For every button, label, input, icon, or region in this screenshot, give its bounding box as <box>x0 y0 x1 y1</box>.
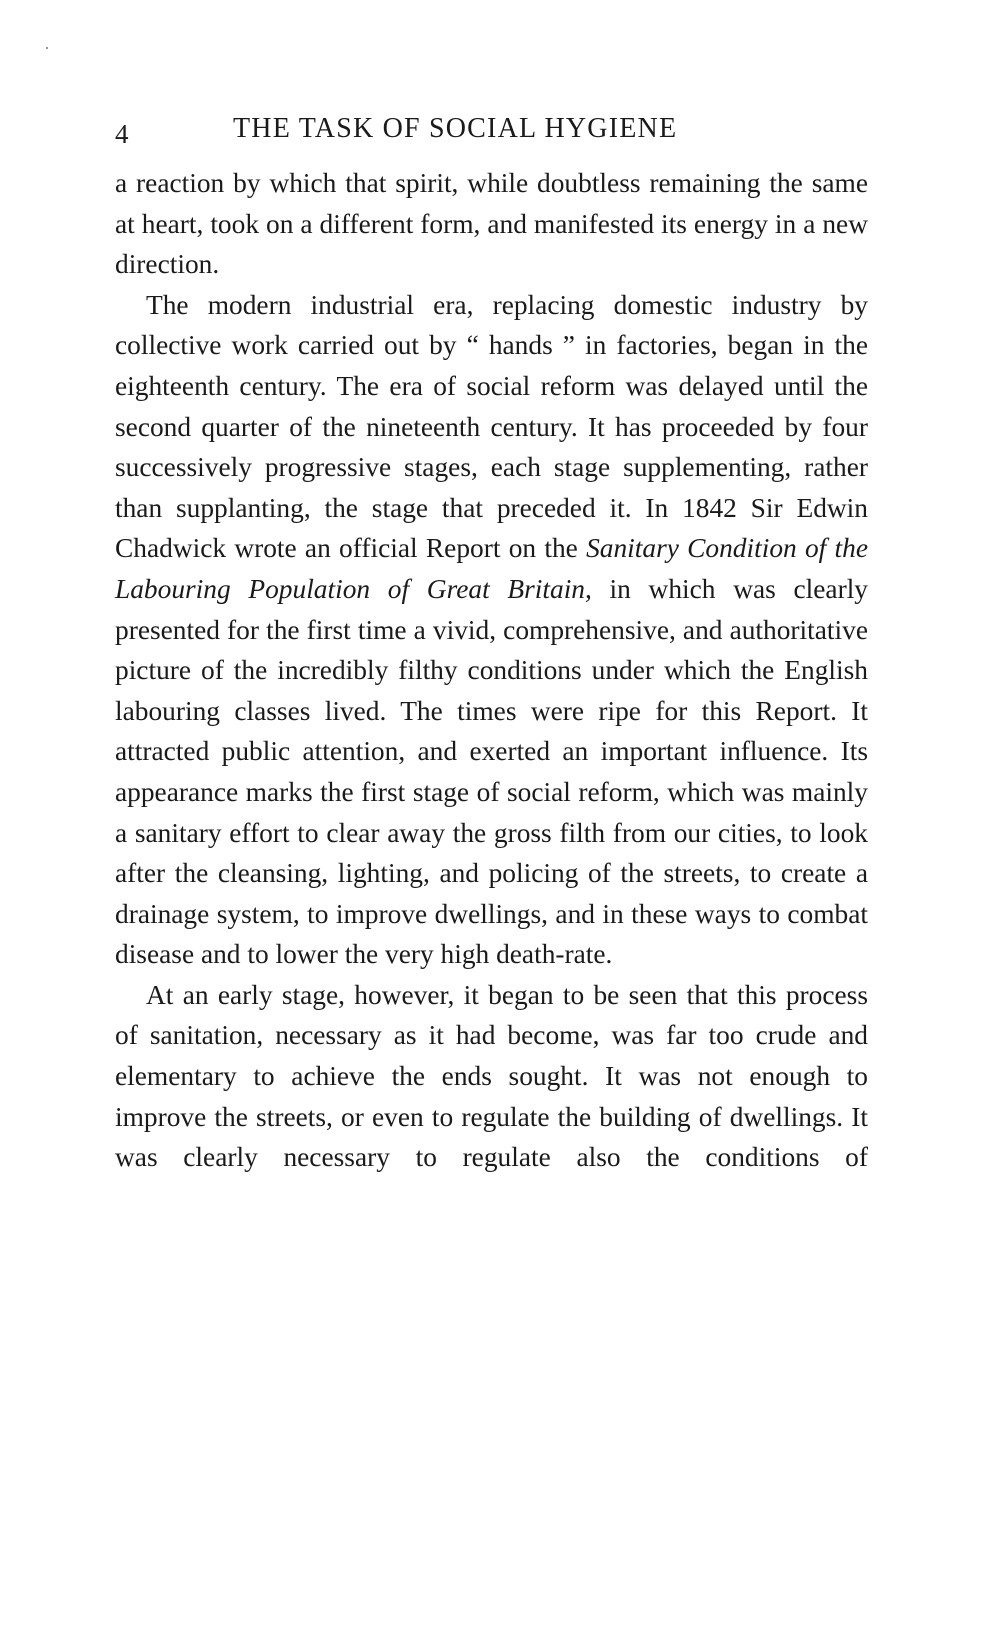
page-number: 4 <box>115 119 129 149</box>
paragraph-continued: a reaction by which that spirit, while doubtless remaining the same at heart, took on a different form, and manifested its energy in a new direction. <box>115 168 868 280</box>
scan-speck <box>46 47 48 49</box>
paragraph-industrial-era <box>115 285 868 975</box>
page-header <box>115 113 870 153</box>
paragraph-sanitation: At an early stage, however, it began to be seen that this process of sanitation, necessary as it had become, was far too crude and elementary to achieve the ends sought. It was not enough to improve the streets, or even to regulate the building of dwellings. It was clearly necessary to regulate also the conditions of <box>115 979 868 1173</box>
report-title: Sanitary Condition of the Labouring Population of Great Britain, <box>115 533 868 604</box>
paragraph-text-before-title: The modern industrial era, replacing domestic industry by collective work carried out by “ hands ” in factories, began in the eighteenth century. The era of social reform was delayed until the second quarter of the nineteenth century. It has proceeded by four successively progressive stages, each stage supplementing, rather than supplanting, the stage that preceded it. In 1842 Sir Edwin Chadwick wrote an official Report on the <box>115 289 868 564</box>
running-head: THE TASK OF SOCIAL HYGIENE <box>233 113 678 144</box>
paragraph-text-after-title: in which was clearly presented for the first time a vivid, comprehensive, and authoritative picture of the incredibly filthy conditions under which the English labouring classes lived. The times were ripe for this Report. It attracted public attention, and exerted an important influence. Its appearance marks the first stage of social reform, which was mainly a sanitary effort to clear away the gross filth from our cities, to look after the cleansing, lighting, and policing of the streets, to create a drainage system, to improve dwellings, and in these ways to combat disease and to lower the very high death-rate. <box>115 573 868 970</box>
body-text <box>115 163 868 1178</box>
